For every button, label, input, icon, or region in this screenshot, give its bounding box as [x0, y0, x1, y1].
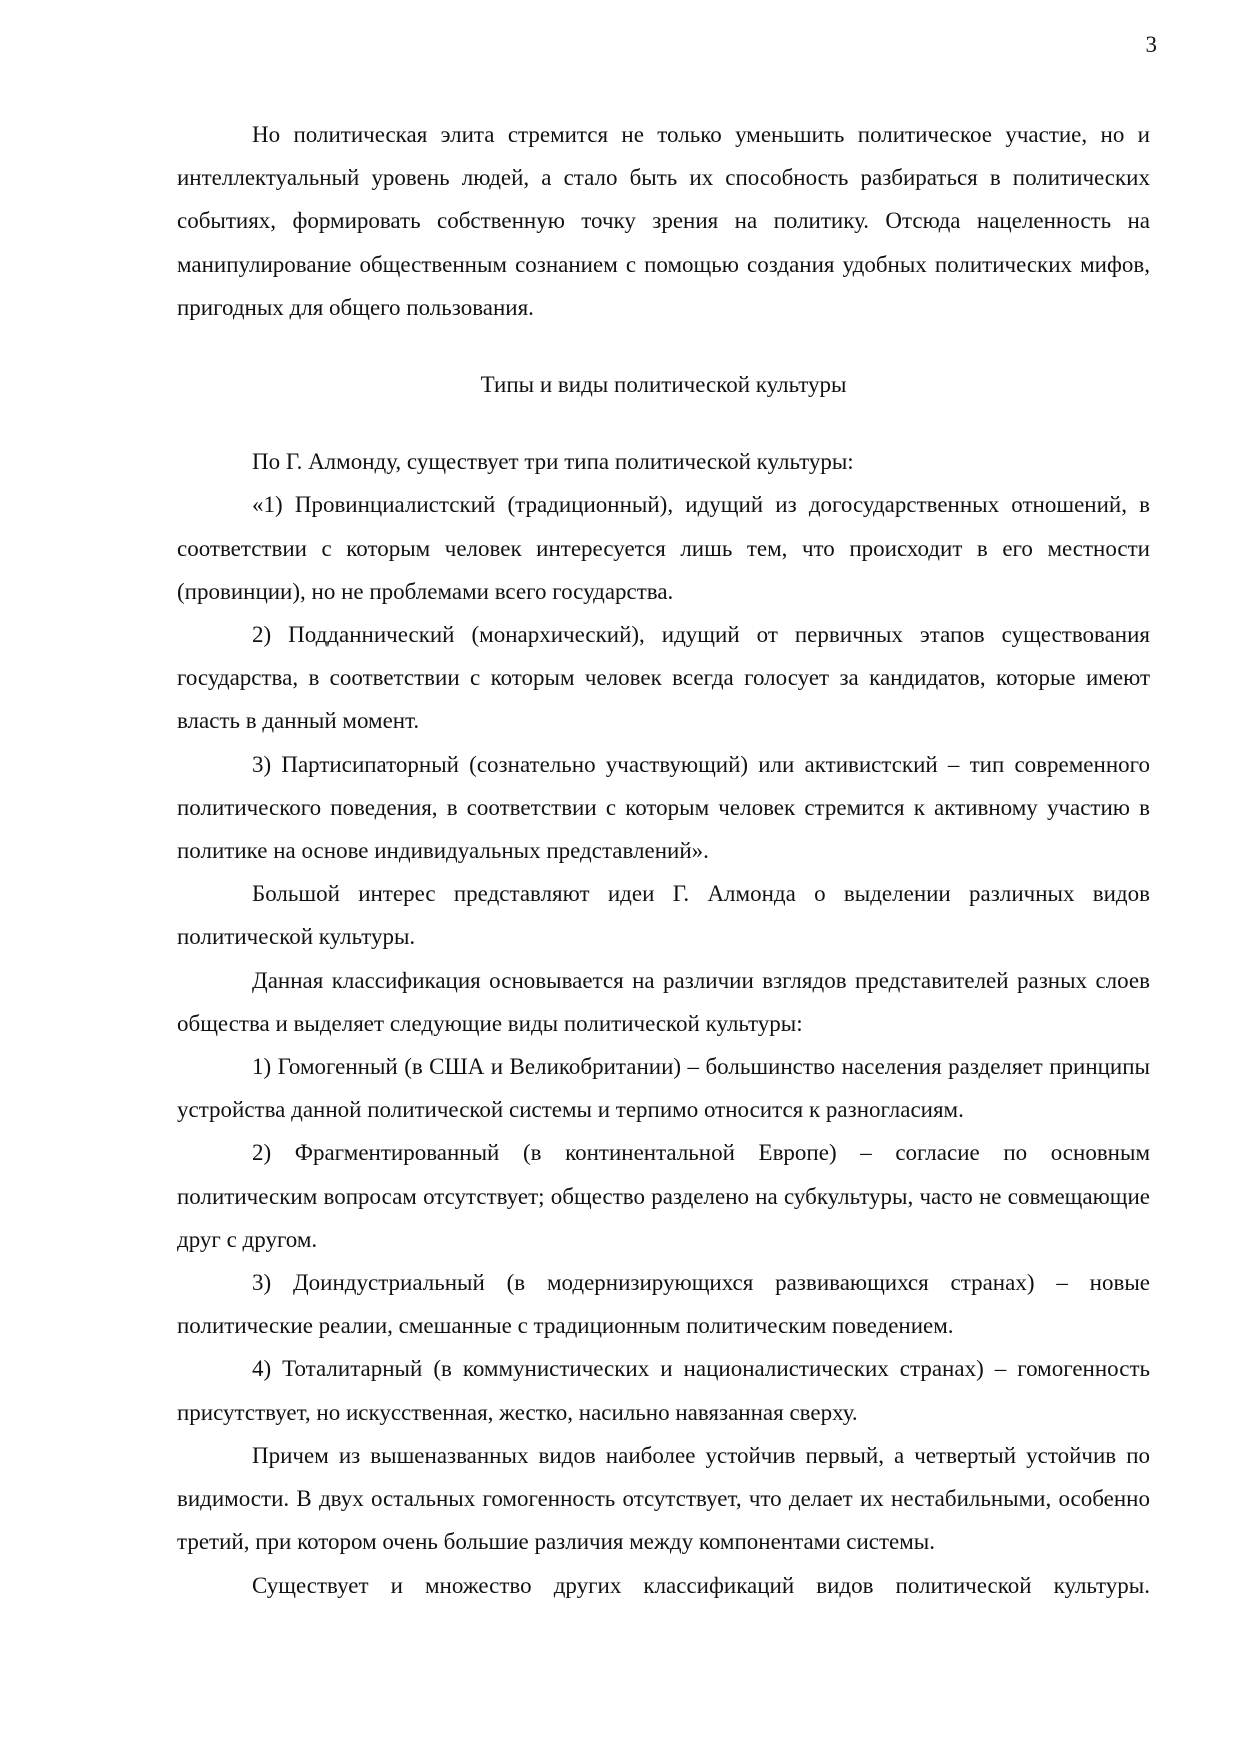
paragraph-classification-basis: Данная классификация основывается на различии взглядов представителей разных слоев общества и выделяет следующие виды политической культуры: [177, 967, 1150, 1036]
paragraph-type-participant: 3) Партисипаторный (сознательно участвующий) или активистский – тип современного политического поведения, в соответствии с которым человек стремится к активному участию в политике на основе индивидуальных представлений». [177, 751, 1150, 864]
paragraph-kind-preindustrial: 3) Доиндустриальный (в модернизирующихся развивающихся странах) – новые политические реалии, смешанные с традиционным политическим поведением. [177, 1270, 1150, 1339]
paragraph-stability-note: Причем из вышеназванных видов наиболее устойчив первый, а четвертый устойчив по видимости. В двух остальных гомогенность отсутствует, что делает их нестабильными, особенно третий, при котором очень большие различия между компонентами системы. [177, 1442, 1150, 1555]
paragraph-type-subject: 2) Подданнический (монархический), идущий от первичных этапов существования государства, в соответствии с которым человек всегда голосует за кандидатов, которые имеют власть в данный момент. [177, 622, 1150, 734]
paragraph-kind-fragmented: 2) Фрагментированный (в континентальной Европе) – согласие по основным политическим вопросам отсутствует; общество разделено на субкультуры, часто не совмещающие друг с другом. [177, 1140, 1150, 1252]
paragraph-kind-homogeneous: 1) Гомогенный (в США и Великобритании) – большинство населения разделяет принципы устройства данной политической системы и терпимо относится к разногласиям. [177, 1054, 1150, 1123]
section-heading: Типы и виды политической культуры [480, 372, 847, 398]
document-body [177, 113, 1150, 1607]
paragraph-almond-kinds-intro: Большой интерес представляют идеи Г. Алмонда о выделении различных видов политической культуры. [177, 881, 1150, 950]
paragraph-almond-types-intro: По Г. Алмонду, существует три типа политической культуры: [252, 449, 854, 475]
paragraph-other-classifications: Существует и множество других классификаций видов политической культуры. [252, 1572, 1150, 1598]
paragraph-kind-totalitarian: 4) Тоталитарный (в коммунистических и националистических странах) – гомогенность присутствует, но искусственная, жестко, насильно навязанная сверху. [177, 1356, 1150, 1425]
paragraph-type-provincial: «1) Провинциалистский (традиционный), идущий из догосударственных отношений, в соответствии с которым человек интересуется лишь тем, что происходит в его местности (провинции), но не проблемами всего государства. [177, 492, 1150, 604]
intro-paragraph: Но политическая элита стремится не только уменьшить политическое участие, но и интеллектуальный уровень людей, а стало быть их способность разбираться в политических событиях, формировать собственную точку зрения на политику. Отсюда нацеленность на манипулирование общественным сознанием с помощью создания удобных политических мифов, пригодных для общего пользования. [177, 122, 1150, 320]
page-number: 3 [1145, 32, 1157, 57]
